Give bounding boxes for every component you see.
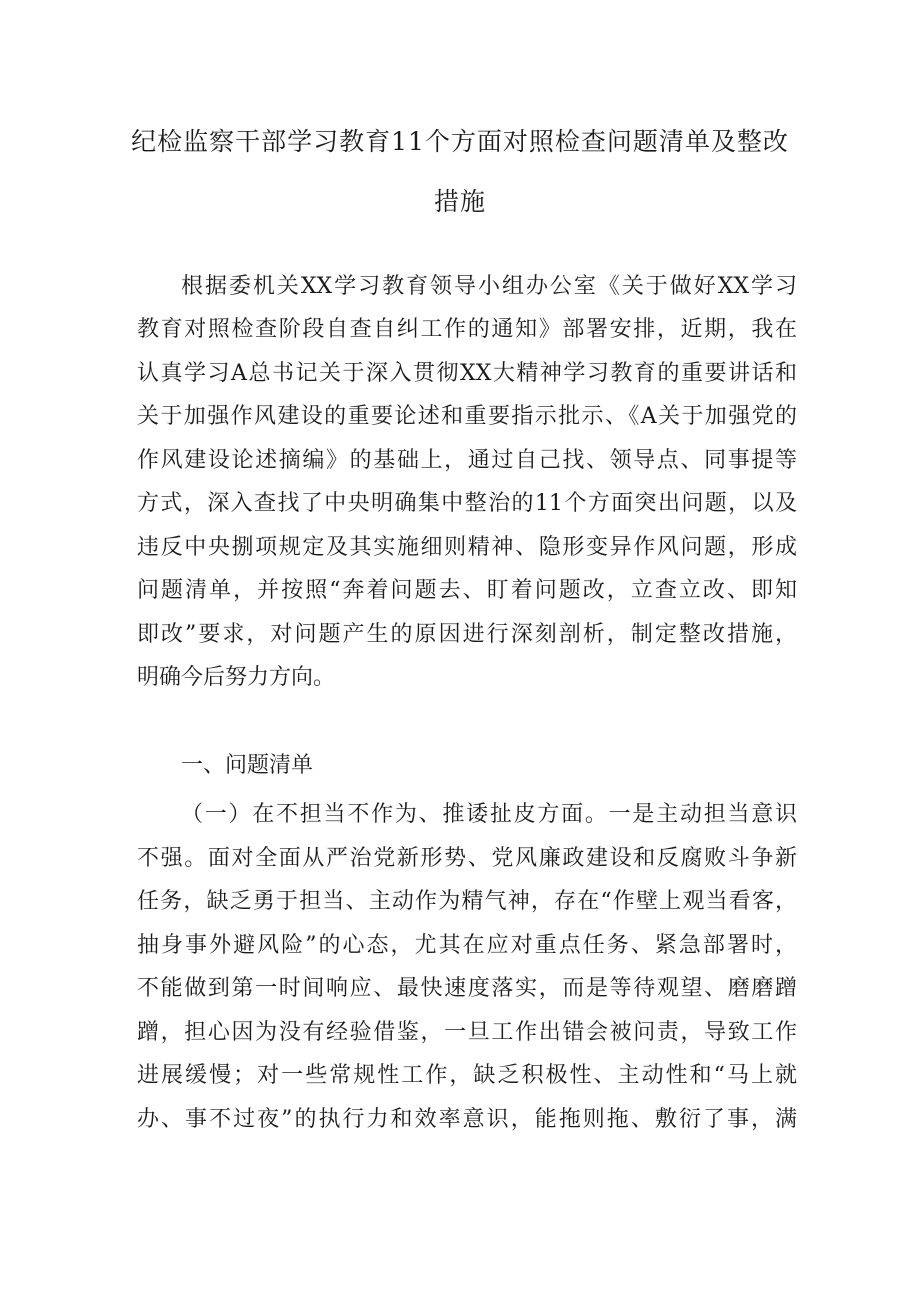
item-line: 不强。面对全面从严治党新形势、党风廉政建设和反腐败斗争新 <box>137 846 797 871</box>
item-line: 进展缓慢；对一些常规性工作，缺乏积极性、主动性和“马上就 <box>137 1063 797 1088</box>
intro-line: 方式，深入查找了中央明确集中整治的11个方面突出问题，以及 <box>137 491 797 516</box>
intro-line: 根据委机关XX学习教育领导小组办公室《关于做好XX学习 <box>181 274 797 299</box>
item-line: 办、事不过夜”的执行力和效率意识，能拖则拖、敷衍了事，满 <box>137 1107 797 1132</box>
intro-line: 认真学习A总书记关于深入贯彻XX大精神学习教育的重要讲话和 <box>137 361 797 386</box>
item-line: （一）在不担当不作为、推诿扯皮方面。一是主动担当意识 <box>181 802 797 827</box>
document-title-line-1: 纪检监察干部学习教育11个方面对照检查问题清单及整改 <box>131 127 789 156</box>
document-title-line-2: 措施 <box>433 187 486 216</box>
item-line: 不能做到第一时间响应、最快速度落实，而是等待观望、磨磨蹭 <box>137 976 797 1001</box>
item-line: 蹭，担心因为没有经验借鉴，一旦工作出错会被问责，导致工作 <box>137 1020 797 1045</box>
intro-line: 明确今后努力方向。 <box>137 665 336 690</box>
item-line: 抽身事外避风险”的心态，尤其在应对重点任务、紧急部署时， <box>137 933 797 958</box>
intro-line: 问题清单，并按照“奔着问题去、盯着问题改，立查立改、即知 <box>137 578 797 603</box>
intro-line: 作风建设论述摘编》的基础上，通过自己找、领导点、同事提等 <box>137 448 797 473</box>
intro-line: 即改”要求，对问题产生的原因进行深刻剖析，制定整改措施， <box>137 622 797 647</box>
intro-line: 违反中央捌项规定及其实施细则精神、隐形变异作风问题，形成 <box>137 535 797 560</box>
section-heading: 一、问题清单 <box>181 753 314 778</box>
intro-line: 关于加强作风建设的重要论述和重要指示批示、《A关于加强党的 <box>137 404 797 429</box>
item-line: 任务，缺乏勇于担当、主动作为精气神，存在“作壁上观当看客， <box>137 889 797 914</box>
intro-line: 教育对照检查阶段自查自纠工作的通知》部署安排，近期，我在 <box>137 317 797 342</box>
